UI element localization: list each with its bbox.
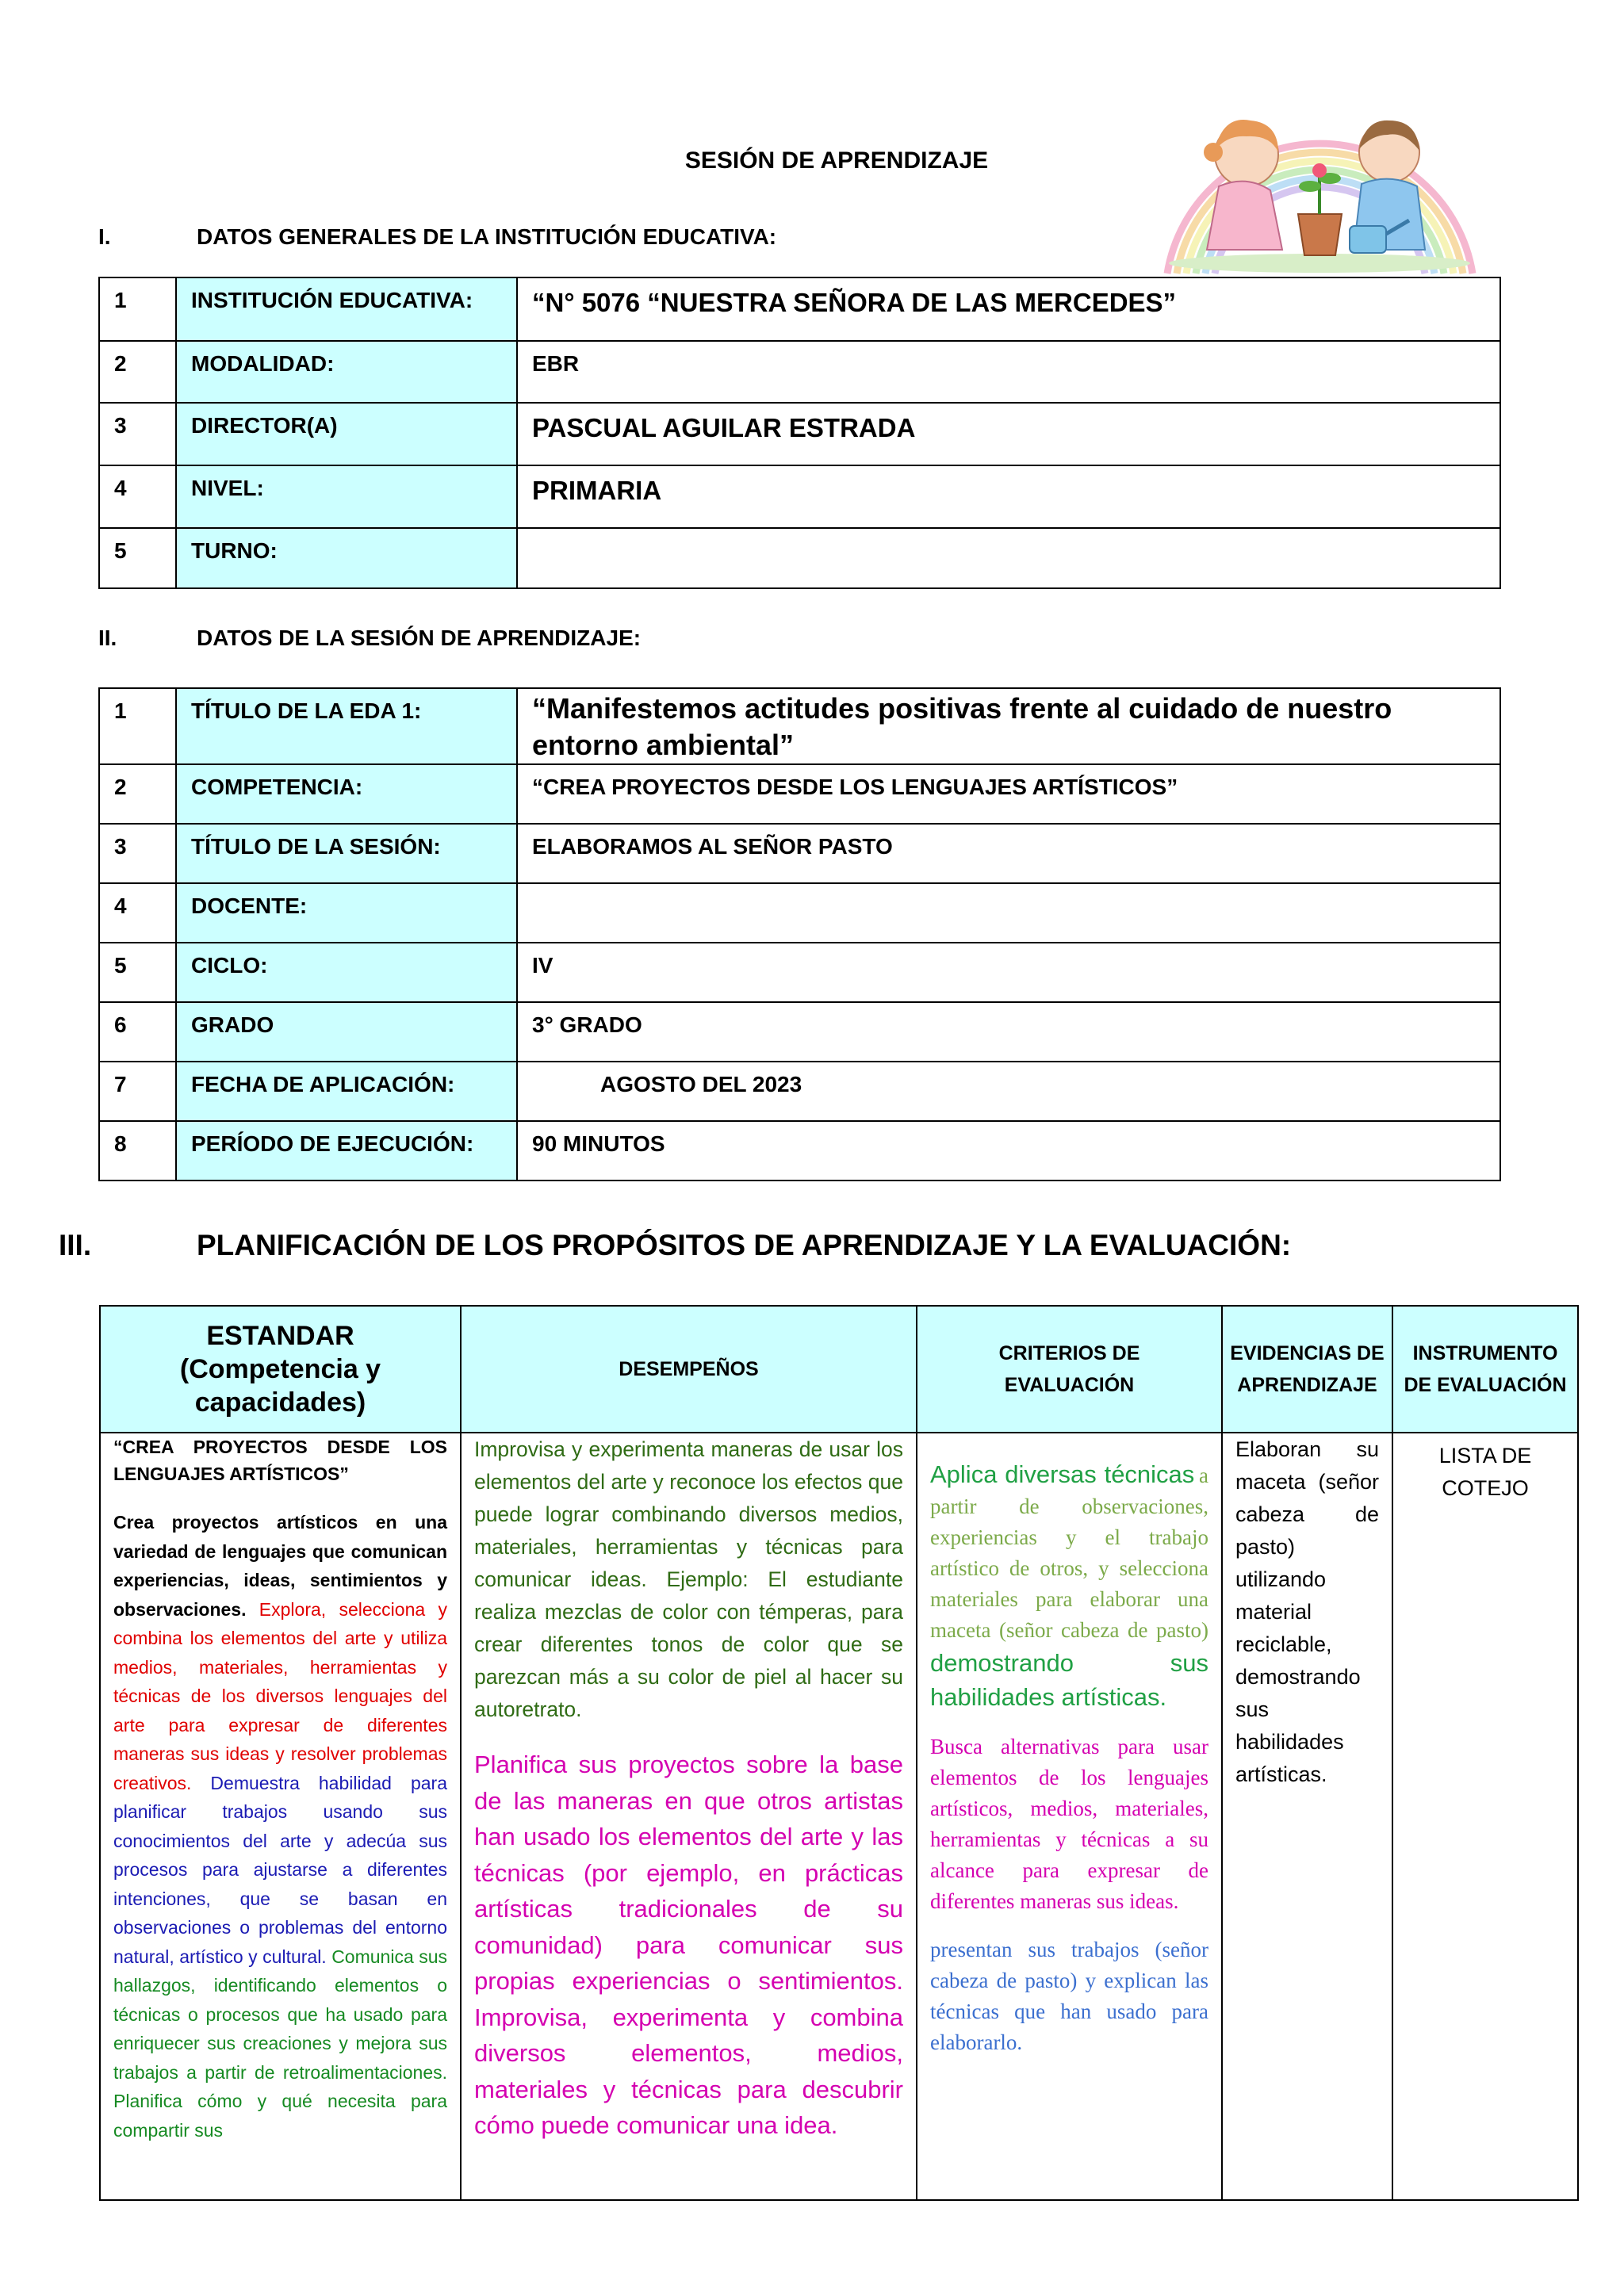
row-number: 1 <box>99 688 176 764</box>
section-3-heading: PLANIFICACIÓN DE LOS PROPÓSITOS DE APRENDIZAJE Y LA EVALUACIÓN: <box>197 1229 1292 1261</box>
row-label: TÍTULO DE LA EDA 1: <box>176 688 517 764</box>
instrument-cell: LISTA DE COTEJO <box>1392 1433 1578 2200</box>
performance-2: Planifica sus proyectos sobre la base de las maneras en que otros artistas han usado los elementos del arte y las técnicas (por ejemplo, en prácticas artísticas tradicionales de su comunidad) para comunicar sus propias experiencias o sentimientos. Improvisa, experimenta y combina diversos elementos, medios, materiales y técnicas para descubrir cómo puede comunicar una idea. <box>474 1751 903 2139</box>
table-row <box>99 277 1500 341</box>
row-label: INSTITUCIÓN EDUCATIVA: <box>176 277 517 341</box>
section-1-number: I. <box>98 224 111 249</box>
table-row <box>99 341 1500 403</box>
row-number: 4 <box>99 465 176 528</box>
row-number: 1 <box>99 277 176 341</box>
row-number: 2 <box>99 764 176 824</box>
header-standard-title: ESTANDAR <box>206 1321 354 1351</box>
row-label: DIRECTOR(A) <box>176 403 517 465</box>
page-title: SESIÓN DE APRENDIZAJE <box>684 147 989 174</box>
general-data-table <box>98 277 1501 589</box>
row-label: GRADO <box>176 1002 517 1062</box>
row-number: 5 <box>99 528 176 588</box>
standard-text-blue: Demuestra habilidad para planificar trabajos usando sus conocimientos del arte y adecúa sus procesos para ajustarse a diferentes intenciones, que se basan en observaciones o problemas del entorno natural, artístico y cultural. <box>113 1772 447 1967</box>
table-row <box>100 1433 1578 2200</box>
criteria-1-body: a partir de observaciones, experiencias y el trabajo artístico de otros, y selecciona materiales para elaborar una maceta (señor cabeza de pasto) <box>930 1464 1208 1642</box>
section-1-heading: DATOS GENERALES DE LA INSTITUCIÓN EDUCATIVA: <box>197 224 777 249</box>
evidence-cell: Elaboran su maceta (señor cabeza de pasto) utilizando material reciclable, demostrando sus habilidades artísticas. <box>1222 1433 1392 2200</box>
table-row <box>99 824 1500 883</box>
level-value: PRIMARIA <box>517 465 1500 528</box>
table-row <box>99 465 1500 528</box>
table-header-row <box>100 1306 1578 1433</box>
standard-competence-title: “CREA PROYECTOS DESDE LOS LENGUAJES ARTÍSTICOS” <box>113 1437 447 1484</box>
eda-title-value: “Manifestemos actitudes positivas frente al cuidado de nuestro entorno ambiental” <box>517 688 1500 764</box>
row-number: 8 <box>99 1121 176 1181</box>
date-value: AGOSTO DEL 2023 <box>517 1062 1500 1121</box>
row-number: 7 <box>99 1062 176 1121</box>
table-row <box>99 1121 1500 1181</box>
section-2-heading: DATOS DE LA SESIÓN DE APRENDIZAJE: <box>197 626 642 650</box>
row-number: 6 <box>99 1002 176 1062</box>
cycle-value: IV <box>517 943 1500 1002</box>
header-criteria: CRITERIOS DE EVALUACIÓN <box>917 1306 1222 1433</box>
teacher-value <box>517 883 1500 943</box>
standard-text-green: Comunica sus hallazgos, identificando elementos o técnicas o procesos que ha usado para enriquecer sus creaciones y mejora sus trabajos a partir de retroalimentaciones. Planifica cómo y qué necesita para compartir sus <box>113 1946 447 2141</box>
duration-value: 90 MINUTOS <box>517 1121 1500 1181</box>
table-row <box>99 764 1500 824</box>
row-label: COMPETENCIA: <box>176 764 517 824</box>
header-evidence: EVIDENCIAS DE APRENDIZAJE <box>1222 1306 1392 1433</box>
row-number: 3 <box>99 403 176 465</box>
performance-1: Improvisa y experimenta maneras de usar los elementos del arte y reconoce los efectos que puede lograr combinando diversos medios, materiales, herramientas y técnicas para comunicar ideas. Ejemplo: El estudiante realiza mezclas de color con témperas, para crear diferentes tonos de color que se parezcan más a su color de piel al hacer su autoretrato. <box>474 1437 903 1721</box>
table-row <box>99 883 1500 943</box>
header-instrument: INSTRUMENTO DE EVALUACIÓN <box>1392 1306 1578 1433</box>
row-label: MODALIDAD: <box>176 341 517 403</box>
section-2-number: II. <box>98 626 117 650</box>
row-label: FECHA DE APLICACIÓN: <box>176 1062 517 1121</box>
table-row <box>99 1002 1500 1062</box>
table-row <box>99 688 1500 764</box>
header-performances: DESEMPEÑOS <box>461 1306 917 1433</box>
row-number: 2 <box>99 341 176 403</box>
criteria-3: presentan sus trabajos (señor cabeza de pasto) y explican las técnicas que han usado para elaborarlo. <box>930 1938 1208 2054</box>
standard-description <box>113 1508 447 2145</box>
criteria-cell <box>917 1433 1222 2200</box>
row-label: NIVEL: <box>176 465 517 528</box>
row-label: PERÍODO DE EJECUCIÓN: <box>176 1121 517 1181</box>
modality-value: EBR <box>517 341 1500 403</box>
table-row <box>99 943 1500 1002</box>
grade-value: 3° GRADO <box>517 1002 1500 1062</box>
row-number: 3 <box>99 824 176 883</box>
table-row <box>99 403 1500 465</box>
criteria-1-tail: demostrando sus habilidades artísticas. <box>930 1649 1208 1711</box>
competence-value: “CREA PROYECTOS DESDE LOS LENGUAJES ARTÍSTICOS” <box>517 764 1500 824</box>
criteria-1 <box>930 1457 1208 1714</box>
standard-text-black: Crea proyectos artísticos en una variedad de lenguajes que comunican experiencias, ideas, sentimientos y observaciones. <box>113 1512 447 1620</box>
shift-value <box>517 528 1500 588</box>
header-standard-subtitle: (Competencia y capacidades) <box>179 1354 381 1418</box>
session-data-table <box>98 687 1501 1181</box>
row-label: TÍTULO DE LA SESIÓN: <box>176 824 517 883</box>
planning-table <box>99 1305 1579 2201</box>
row-number: 5 <box>99 943 176 1002</box>
row-label: TURNO: <box>176 528 517 588</box>
criteria-1-lead: Aplica diversas técnicas <box>930 1460 1195 1488</box>
table-row <box>99 1062 1500 1121</box>
section-3-number: III. <box>59 1229 92 1261</box>
session-title-value: ELABORAMOS AL SEÑOR PASTO <box>517 824 1500 883</box>
table-row <box>99 528 1500 588</box>
row-label: DOCENTE: <box>176 883 517 943</box>
director-value: PASCUAL AGUILAR ESTRADA <box>517 403 1500 465</box>
header-standard <box>100 1306 461 1433</box>
children-planting-illustration <box>1151 79 1488 277</box>
row-number: 4 <box>99 883 176 943</box>
criteria-2: Busca alternativas para usar elementos de los lenguajes artísticos, medios, materiales, herramientas y técnicas a su alcance para expresar de diferentes maneras sus ideas. <box>930 1735 1208 1913</box>
row-label: CICLO: <box>176 943 517 1002</box>
standard-cell <box>100 1433 461 2200</box>
institution-value: “N° 5076 “NUESTRA SEÑORA DE LAS MERCEDES” <box>517 277 1500 341</box>
performances-cell <box>461 1433 917 2200</box>
standard-text-red: Explora, selecciona y combina los elementos del arte y utiliza medios, materiales, herramientas y técnicas de los diversos lenguajes del arte para expresar de diferentes maneras sus ideas y resolver problemas creativos. <box>113 1598 447 1793</box>
